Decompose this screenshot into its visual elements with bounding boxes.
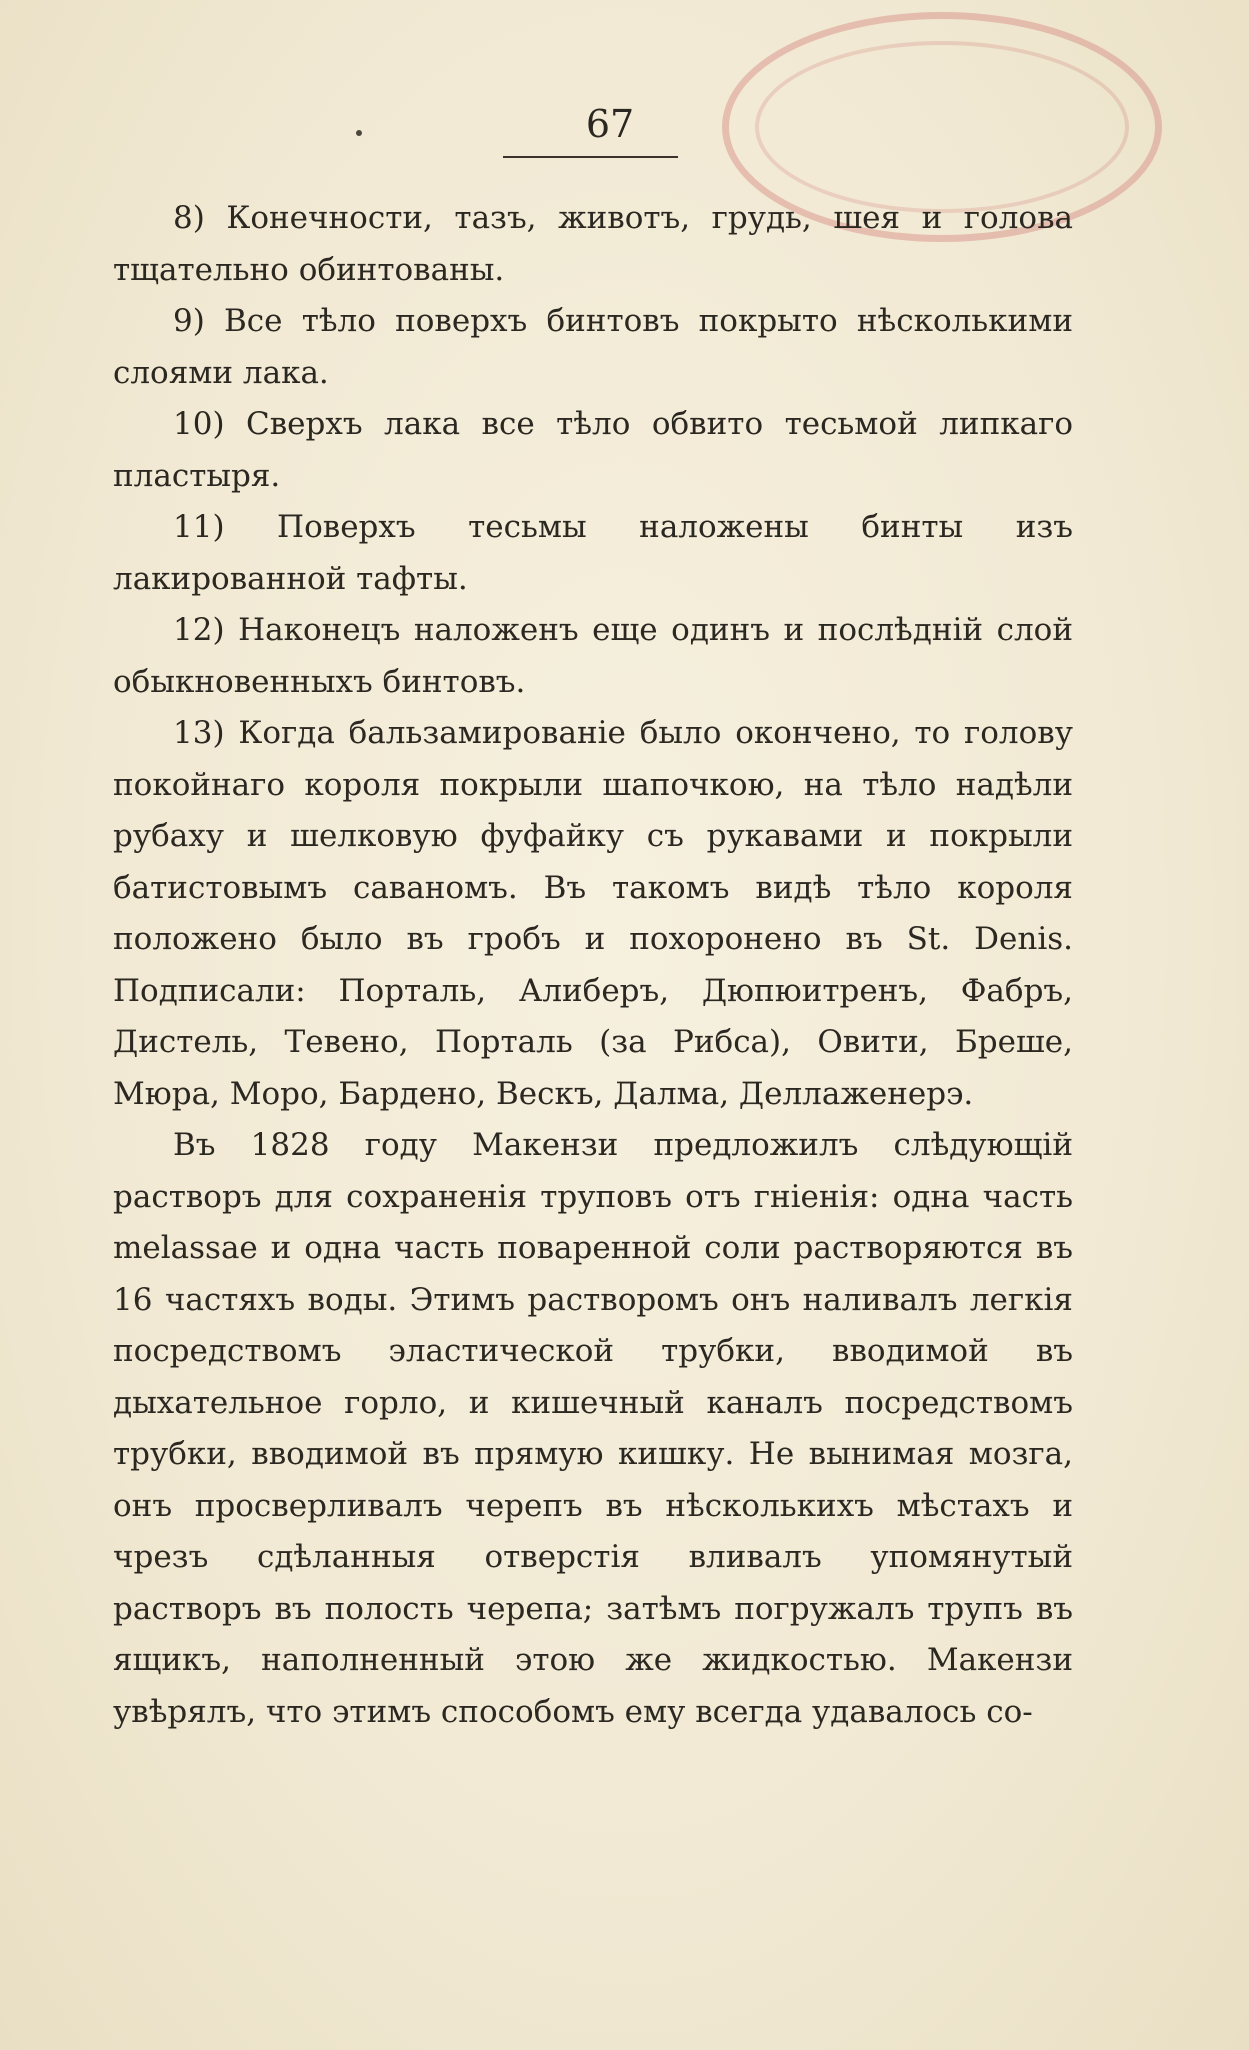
paragraph-item-13: 13) Когда бальзамированiе было окончено, то голову покойнаго короля покрыли шапочкою, на тѣло надѣли рубаху и шелковую фуфайку съ рукавами и покрыли батистовымъ саваномъ. Въ такомъ видѣ тѣло короля положено было въ гробъ и похоронено въ St. Denis. Подписали: Порталь, Алиберъ, Дюпюитренъ, Фабръ, Дистель, Тевено, Порталь (за Рибса), Овити, Брешe, Мюра, Моро, Бардено, Вескъ, Далма, Деллаженерэ. [113, 715, 1073, 1112]
paragraph-item-11: 11) Поверхъ тесьмы наложены бинты изъ лакированной тафты. [113, 509, 1073, 597]
page-number: 67 [585, 102, 635, 146]
paragraph-mackenzie: Въ 1828 году Макензи предложилъ слѣдующiй растворъ для сохраненiя труповъ отъ гнiенiя: одна часть melassae и одна часть поваренной соли растворяются въ 16 частяхъ воды. Этимъ растворомъ онъ наливалъ легкiя посредствомъ эластической трубки, вводимой въ дыхательное горло, и кишечный каналъ посредствомъ трубки, вводимой въ прямую кишку. Не вынимая мозга, онъ просверливалъ черепъ въ нѣсколькихъ мѣстахъ и чрезъ сдѣланныя отверстiя вливалъ упомянутый растворъ въ полость черепа; затѣмъ погружалъ трупъ въ ящикъ, наполненный этою же жидкостью. Макензи увѣрялъ, что этимъ способомъ ему всегда удавалось со- [113, 1127, 1073, 1730]
paragraph-item-10: 10) Сверхъ лака все тѣло обвито тесьмой липкаго пластыря. [113, 406, 1073, 494]
paragraph-item-8: 8) Конечности, тазъ, животъ, грудь, шея и голова тщательно обинтованы. [113, 200, 1073, 288]
ink-dot [356, 130, 362, 136]
body-text [113, 193, 1073, 1738]
paragraph-item-9: 9) Все тѣло поверхъ бинтовъ покрыто нѣсколькими слоями лака. [113, 303, 1073, 391]
header-rule [503, 156, 678, 158]
paragraph-item-12: 12) Наконецъ наложенъ еще одинъ и послѣднiй слой обыкновенныхъ бинтовъ. [113, 612, 1073, 700]
